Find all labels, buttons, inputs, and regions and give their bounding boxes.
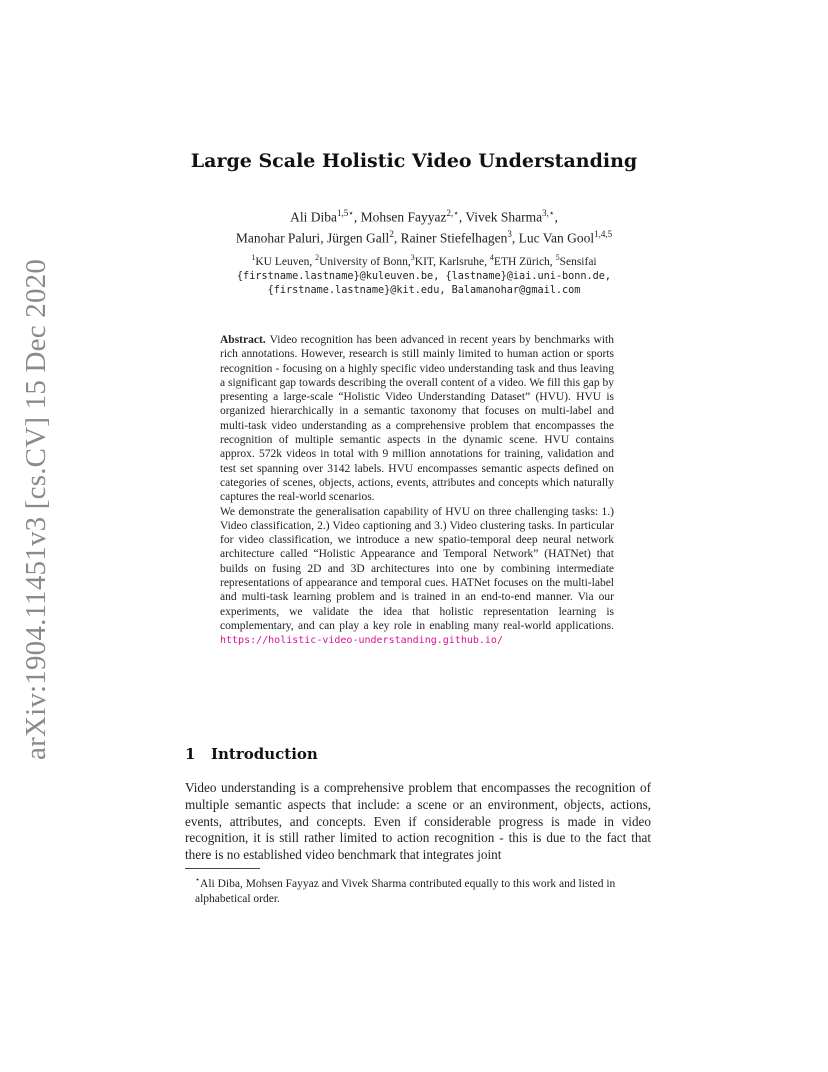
affiliation-mark: 2 — [315, 253, 320, 262]
author-affiliation-mark: 3 — [507, 228, 512, 239]
affiliation-text: Sensifai — [559, 255, 597, 268]
author-name: Luc Van Gool — [518, 230, 595, 245]
affiliation-text: KIT, Karlsruhe, — [414, 255, 490, 268]
abstract — [220, 333, 614, 649]
author-affiliation-mark: 3,⋆ — [542, 208, 555, 218]
abstract-paragraph — [220, 505, 614, 649]
affiliation-text: University of Bonn, — [319, 255, 411, 268]
author-affiliation-mark: 2,⋆ — [446, 208, 459, 218]
abstract-paragraph — [220, 333, 614, 505]
author-affiliation-mark: 1,5⋆ — [336, 208, 354, 218]
section-title: Introduction — [211, 745, 318, 763]
author-name: Jürgen Gall — [326, 230, 390, 245]
affiliation-text: ETH Zürich, — [493, 255, 556, 268]
abstract-text: We demonstrate the generalisation capability of HVU on three challenging tasks: 1.) Video classification, 2.) Video captioning and 3.) Video clustering tasks. In particular for video classification, we introduce a new spatio-temporal deep neural network architecture called “Holistic Appearance and Temporal Network” (HATNet) that builds on fusing 2D and 3D architectures into one by combining intermediate representations of appearance and temporal cues. HATNet focuses on the multi-label and multi-task learning problem and is trained in an end-to-end manner. Via our experiments, we validate the idea that holistic representation learning is complementary, and can play a key role in enabling many real-world applications. — [220, 505, 614, 632]
abstract-label: Abstract. — [220, 334, 266, 346]
author-affiliation-mark: 2 — [389, 228, 394, 239]
author-name: Mohsen Fayyaz — [360, 209, 447, 225]
affiliation-mark: 5 — [555, 253, 560, 262]
author-name: Rainer Stiefelhagen — [400, 230, 508, 245]
author-list: Ali Diba$^{1,5⋆}$, Mohsen Fayyaz$^{2,⋆}$, Vivek Sharma$^{3,⋆}$, Manohar Paluri, Jürgen Gall$^2$, Rainer Stiefelhagen$^3$, Luc Van Gool$^{1,4,5}$ — [235, 208, 613, 245]
affiliation-mark: 1 — [251, 253, 256, 262]
author-affiliation-mark: 1,4,5 — [594, 228, 613, 239]
affiliation-text: KU Leuven, — [255, 255, 316, 268]
affiliation-mark: 4 — [489, 253, 494, 262]
affiliation-line — [251, 253, 597, 268]
section-heading — [185, 745, 318, 763]
affiliations — [180, 250, 668, 299]
author-name: Vivek Sharma — [465, 209, 543, 225]
email-line: {firstname.lastname}@kit.edu, Balamanohar@gmail.com — [267, 285, 581, 297]
email-line: {firstname.lastname}@kuleuven.be, {lastname}@iai.uni-bonn.de, — [236, 270, 612, 282]
paper-title: Large Scale Holistic Video Understanding — [190, 150, 638, 172]
author-name: Manohar Paluri — [235, 230, 321, 245]
arxiv-identifier-stamp: arXiv:1904.11451v3 [cs.CV] 15 Dec 2020 — [20, 258, 52, 760]
introduction-paragraph: Video understanding is a comprehensive problem that encompasses the recognition of multiple semantic aspects that include: a scene or an environment, objects, actions, events, attributes, and concepts. Even if considerable progress is made in video recognition, it is still rather limited to action recognition - this is due to the fact that there is no established video benchmark that integrates joint — [185, 780, 651, 863]
author-name: Ali Diba — [290, 209, 337, 225]
project-link[interactable]: https://holistic-video-understanding.github.io/ — [220, 635, 503, 647]
footnote — [195, 872, 651, 907]
section-number: 1 — [185, 745, 196, 763]
footnote-divider — [185, 868, 260, 869]
abstract-text: Video recognition has been advanced in recent years by benchmarks with rich annotations. However, research is still mainly limited to human action or sports recognition - focusing on a highly specific video understanding task and thus leaving a significant gap towards describing the overall content of a video. We fill this gap by presenting a large-scale “Holistic Video Understanding Dataset” (HVU). HVU is organized hierarchically in a semantic taxonomy that focuses on multi-label and multi-task video understanding as a comprehensive problem that encompasses the recognition of multiple semantic aspects in the dynamic scene. HVU contains approx. 572k videos in total with 9 million annotations for training, validation and test set spanning over 3142 labels. HVU encompasses semantic aspects defined on categories of scenes, objects, actions, events, attributes and concepts which naturally captures the real-world scenarios. — [220, 334, 614, 504]
affiliation-mark: 3 — [410, 253, 415, 262]
footnote-text: Ali Diba, Mohsen Fayyaz and Vivek Sharma contributed equally to this work and listed in alphabetical order. — [195, 877, 616, 905]
footnote-mark: ⋆ — [195, 875, 201, 884]
